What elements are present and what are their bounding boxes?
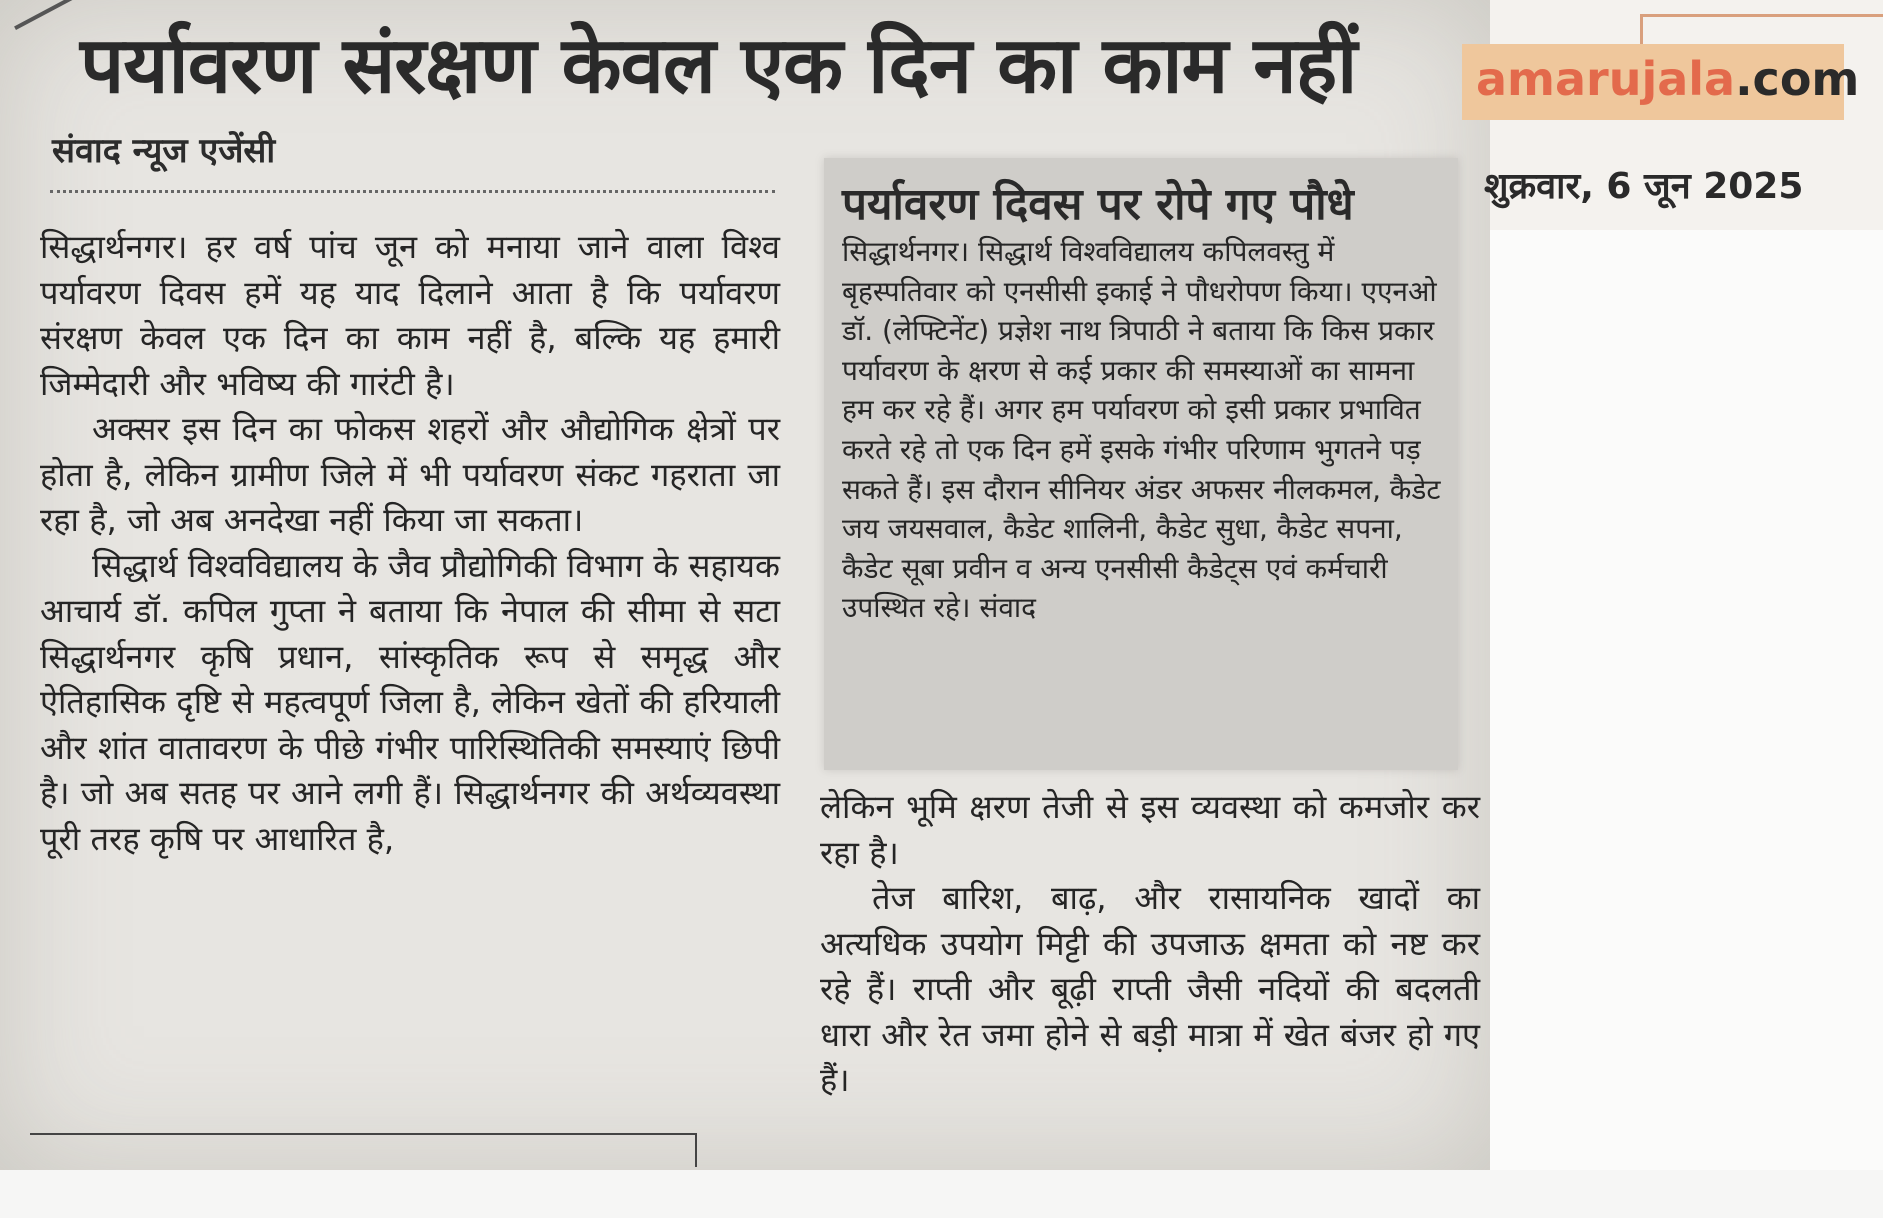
logo-brand: amarujala (1476, 52, 1736, 106)
headline: पर्यावरण संरक्षण केवल एक दिन का काम नहीं (80, 21, 1357, 111)
byline: संवाद न्यूज एजेंसी (52, 131, 276, 171)
publication-logo (1476, 52, 1859, 106)
sidebar-story-box (824, 158, 1458, 770)
byline-divider (50, 190, 775, 193)
adjacent-clipping-edge (1640, 14, 1883, 47)
article-column-right (820, 785, 1480, 1104)
publication-date: शुक्रवार, 6 जून 2025 (1484, 166, 1804, 207)
corner-mark (0, 0, 78, 30)
next-article-fragment (840, 1150, 1430, 1170)
article-column-left (40, 225, 780, 862)
article-paragraph: सिद्धार्थनगर। हर वर्ष पांच जून को मनाया जाने वाला विश्व पर्यावरण दिवस हमें यह याद दिलाने आता है कि पर्यावरण संरक्षण केवल एक दिन का काम नहीं है, बल्कि यह हमारी जिम्मेदारी और भविष्य की गारंटी है। (40, 228, 780, 403)
sidebar-story-title: पर्यावरण दिवस पर रोपे गए पौधे (842, 179, 1354, 230)
article-paragraph: लेकिन भूमि क्षरण तेजी से इस व्यवस्था को कमजोर कर रहा है। (820, 788, 1480, 872)
scan-background-right-lower (1490, 230, 1883, 1218)
article-paragraph: अक्सर इस दिन का फोकस शहरों और औद्योगिक क्षेत्रों पर होता है, लेकिन ग्रामीण जिले में भी पर्यावरण संकट गहराता जा रहा है, जो अब अनदेखा नहीं किया जा सकता। (40, 410, 780, 539)
logo-tld: .com (1735, 52, 1860, 106)
sidebar-story-text: सिद्धार्थनगर। सिद्धार्थ विश्वविद्यालय कपिलवस्तु में बृहस्पतिवार को एनसीसी इकाई ने पौधरोपण किया। एएनओ डॉ. (लेफ्टिनेंट) प्रज्ञेश नाथ त्रिपाठी ने बताया कि किस प्रकार पर्यावरण के क्षरण से कई प्रकार की समस्याओं का सामना हम कर रहे हैं। अगर हम पर्यावरण को इसी प्रकार प्रभावित करते रहे तो एक दिन हमें इसके गंभीर परिणाम भुगतने पड़ सकते हैं। इस दौरान सीनियर अंडर अफसर नीलकमल, कैडेट जय जयसवाल, कैडेट शालिनी, कैडेट सुधा, कैडेट सपना, कैडेट सूबा प्रवीन व अन्य एनसीसी कैडेट्स एवं कर्मचारी उपस्थित रहे। संवाद (842, 235, 1441, 625)
scan-background-bottom (0, 1170, 1883, 1218)
article-paragraph: तेज बारिश, बाढ़, और रासायनिक खादों का अत्यधिक उपयोग मिट्टी की उपजाऊ क्षमता को नष्ट कर रहे हैं। राप्ती और बूढ़ी राप्ती जैसी नदियों की बदलती धारा और रेत जमा होने से बड़ी मात्रा में खेत बंजर हो गए हैं। (820, 879, 1480, 1099)
article-paragraph: सिद्धार्थ विश्वविद्यालय के जैव प्रौद्योगिकी विभाग के सहायक आचार्य डॉ. कपिल गुप्ता ने बताया कि नेपाल की सीमा से सटा सिद्धार्थनगर कृषि प्रधान, सांस्कृतिक रूप से समृद्ध और ऐतिहासिक दृष्टि से महत्वपूर्ण जिला है, लेकिन खेतों की हरियाली और शांत वातावरण के पीछे गंभीर पारिस्थितिकी समस्याएं छिपी है। जो अब सतह पर आने लगी हैं। सिद्धार्थनगर की अर्थव्यवस्था पूरी तरह कृषि पर आधारित है, (40, 546, 780, 858)
column-end-rule (30, 1133, 697, 1167)
